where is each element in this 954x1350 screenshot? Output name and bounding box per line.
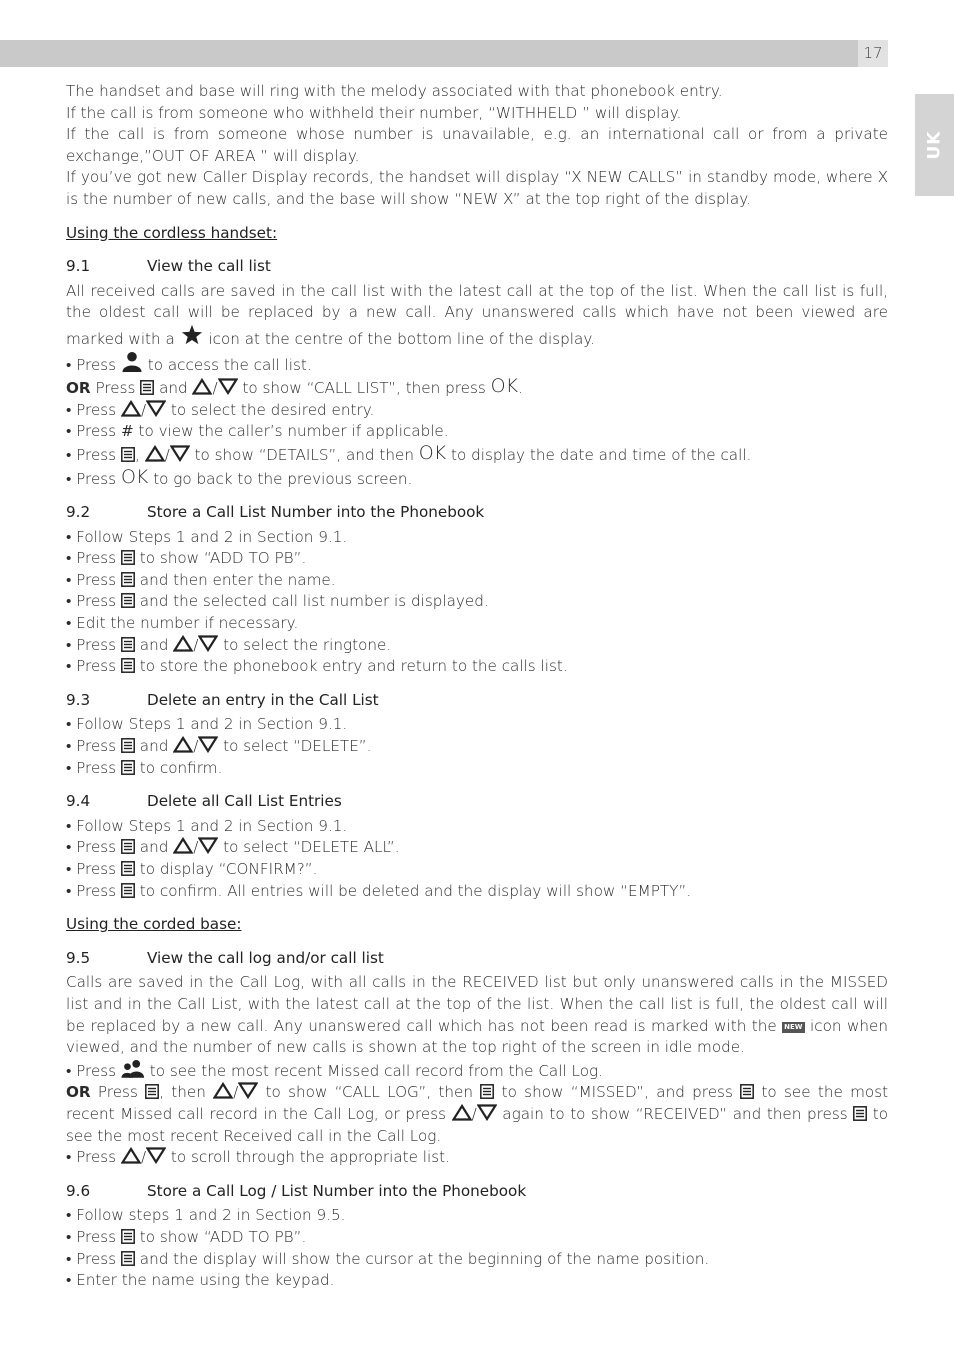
menu-icon	[121, 593, 135, 608]
hash-key: #	[120, 422, 134, 441]
text: to view the caller’s number if applicable.	[138, 422, 449, 441]
ok-key: OK	[418, 441, 447, 464]
text: and then enter the name.	[139, 570, 336, 589]
text: to display “CONFIRM?”.	[139, 860, 318, 878]
header-bar	[0, 40, 858, 67]
text: to see the most recent Received call in the Call Log.	[66, 1104, 889, 1145]
text: to confirm.	[139, 758, 223, 777]
text: • Press	[66, 881, 117, 900]
section-number: 9.4	[66, 792, 91, 811]
up-icon	[173, 635, 193, 652]
list-item: • Follow Steps 1 and 2 in Section 9.1.	[66, 715, 348, 734]
text: • Press	[66, 445, 117, 464]
menu-icon	[121, 1251, 135, 1266]
text: • Press	[66, 1148, 117, 1167]
up-icon	[173, 837, 193, 854]
menu-icon	[140, 380, 154, 395]
list-item	[66, 1227, 888, 1249]
paragraph	[66, 281, 888, 351]
list-item: • Press and / to select the ringtone.	[66, 635, 392, 654]
page-content	[66, 81, 888, 1292]
section-title: Store a Call List Number into the Phonebook	[147, 503, 485, 522]
list-item: • Follow Steps 1 and 2 in Section 9.1.	[66, 527, 348, 546]
menu-icon	[121, 760, 135, 775]
menu-icon	[121, 1229, 135, 1244]
text: and	[139, 838, 169, 857]
text: to select the desired entry.	[170, 400, 375, 419]
base-heading: Using the corded base:	[66, 915, 242, 934]
text: and	[139, 635, 169, 654]
text: • Press	[66, 570, 117, 589]
section-number: 9.5	[66, 948, 91, 967]
down-icon	[218, 378, 238, 395]
list-item	[66, 548, 888, 570]
text: All received calls are saved in the call list with the latest call at the top of the list. When the call list is full, the oldest call will be replaced by a new call. Any unanswered calls which have not been viewed are marked with a	[66, 281, 888, 348]
up-icon	[145, 445, 165, 462]
list-item	[66, 570, 888, 592]
text: to show “DETAILS”, and then	[194, 445, 414, 464]
list-item: • Follow Steps 1 and 2 in Section 9.1.	[66, 816, 348, 835]
list-item: • Press / to scroll through the appropriate list.	[66, 1148, 450, 1167]
text: • Press	[66, 1227, 117, 1246]
text: • Press	[66, 635, 117, 654]
list-item: • Press and / to select “DELETE”.	[66, 737, 372, 756]
section-heading-9-2	[66, 502, 888, 524]
menu-icon	[480, 1084, 494, 1099]
list-item	[66, 859, 888, 881]
text: to show “ADD TO PB”.	[139, 1227, 307, 1246]
list-item: • Enter the name using the keypad.	[66, 1271, 335, 1290]
new-icon: NEW	[784, 1022, 803, 1031]
down-icon	[170, 445, 190, 462]
menu-icon	[121, 447, 135, 462]
list-item: • Press / to select the desired entry.	[66, 400, 375, 419]
text: • Press	[66, 758, 117, 777]
ok-key: OK	[120, 465, 149, 488]
section-heading-9-4	[66, 791, 888, 813]
list-item	[66, 591, 888, 613]
list-item	[66, 421, 888, 443]
text: to access the call list.	[147, 355, 312, 374]
list-item: • Press and / to select “DELETE ALL”.	[66, 838, 400, 857]
text: • Press	[66, 400, 117, 419]
list-item: • Press , / to show “DETAILS”, and then OK to display the date and time of the call.	[66, 441, 752, 464]
list-item: OR Press , then / to show “CALL LOG”, then to show “MISSED”, and press to see the most recent Missed call record in the Call Log, or press / again to to show “RECEIVED” and then press to see the most recent Received call in the Call Log.	[66, 1083, 889, 1145]
list-item: • Edit the number if necessary.	[66, 614, 299, 633]
text: Press	[97, 1083, 138, 1102]
text: icon at the centre of the bottom line of the display.	[208, 329, 595, 348]
menu-icon	[740, 1084, 754, 1099]
menu-icon	[121, 738, 135, 753]
menu-icon	[145, 1084, 159, 1099]
text: .	[518, 379, 523, 398]
list-item: • Follow steps 1 and 2 in Section 9.5.	[66, 1206, 346, 1225]
menu-icon	[121, 883, 135, 898]
menu-icon	[121, 550, 135, 565]
text: • Press	[66, 549, 117, 568]
menu-icon	[121, 861, 135, 876]
intro-line: If the call is from someone who withheld their number, “WITHHELD ” will display.	[66, 103, 682, 122]
text: to see the most recent Missed call record from the Call Log.	[149, 1061, 603, 1080]
text: to select “DELETE”.	[223, 737, 372, 756]
list-item	[66, 656, 888, 678]
menu-icon	[121, 658, 135, 673]
up-icon	[173, 736, 193, 753]
intro-line: The handset and base will ring with the melody associated with that phonebook entry.	[66, 82, 723, 100]
text: and the selected call list number is displayed.	[139, 592, 489, 611]
text: • Press	[66, 838, 117, 857]
text: to confirm. All entries will be deleted and the display will show “EMPTY”.	[139, 881, 692, 900]
section-title: View the call log and/or call list	[147, 948, 384, 967]
text: • Press	[66, 1061, 117, 1080]
text: and	[159, 379, 188, 398]
section-heading-9-1	[66, 256, 888, 278]
text: icon when viewed, and the number of new calls is shown at the top right of the screen in idle mode.	[66, 1016, 888, 1057]
up-icon	[121, 1147, 141, 1164]
text: • Press	[66, 355, 117, 374]
text: to show “CALL LOG”, then	[265, 1083, 474, 1102]
text: to select the ringtone.	[223, 635, 392, 654]
list-item	[66, 1249, 888, 1271]
or-label: OR	[66, 1083, 91, 1102]
section-number: 9.3	[66, 690, 91, 709]
text: ,	[134, 445, 140, 464]
text: Calls are saved in the Call Log, with all calls in the RECEIVED list but only unanswered calls in the MISSED list and in the Call List, with the latest call at the top of the list. When the call list is full, the oldest call will be replaced by a new call. Any unanswered call which has not been read is marked with the	[66, 973, 888, 1035]
section-number: 9.1	[66, 257, 91, 276]
menu-icon	[121, 839, 135, 854]
list-item	[66, 881, 888, 903]
person-icon	[121, 351, 143, 372]
list-item: OR Press and / to show “CALL LIST”, then press OK.	[66, 375, 523, 398]
menu-icon	[121, 637, 135, 652]
down-icon	[198, 736, 218, 753]
star-icon	[180, 324, 204, 346]
section-heading-9-3	[66, 690, 888, 712]
text: • Press	[66, 657, 117, 676]
down-icon	[146, 1147, 166, 1164]
text: to see the most recent Missed call record in the Call Log, or press	[66, 1083, 889, 1123]
section-number: 9.6	[66, 1181, 91, 1200]
list-item	[66, 758, 888, 780]
text: to show “CALL LIST”, then press	[242, 379, 486, 398]
ok-key: OK	[490, 375, 519, 398]
text: and	[139, 737, 169, 756]
text: to select “DELETE ALL”.	[223, 838, 400, 857]
text: to store the phonebook entry and return to the calls list.	[139, 657, 568, 676]
text: • Press	[66, 1249, 117, 1268]
up-icon	[213, 1082, 233, 1099]
intro-line: If the call is from someone whose number is unavailable, e.g. an international call or from a private exchange,”OUT OF AREA ” will display.	[66, 125, 888, 165]
language-tab-label: UK	[924, 130, 945, 160]
down-icon	[198, 635, 218, 652]
section-title: Delete all Call List Entries	[147, 792, 342, 811]
text: to show “MISSED”, and press	[501, 1083, 733, 1102]
section-number: 9.2	[66, 503, 91, 522]
handset-heading: Using the cordless handset:	[66, 223, 278, 242]
section-heading-9-5	[66, 948, 888, 970]
text: • Press	[66, 592, 117, 611]
text: Press	[95, 379, 136, 398]
list-item	[66, 1059, 888, 1083]
paragraph	[66, 972, 888, 1058]
section-title: Store a Call Log / List Number into the Phonebook	[147, 1181, 527, 1200]
text: • Press	[66, 469, 117, 488]
language-tab	[915, 94, 954, 196]
text: again to to show “RECEIVED” and then press	[502, 1104, 848, 1123]
up-icon	[452, 1104, 472, 1121]
section-title: Delete an entry in the Call List	[147, 690, 379, 709]
text: to display the date and time of the call.	[451, 445, 752, 464]
text: to go back to the previous screen.	[153, 469, 413, 488]
text: , then	[159, 1083, 206, 1102]
down-icon	[477, 1104, 497, 1121]
section-title: View the call list	[147, 257, 271, 276]
down-icon	[146, 400, 166, 417]
menu-icon	[121, 572, 135, 587]
up-icon	[192, 378, 212, 395]
text: • Press	[66, 860, 117, 878]
list-item	[66, 467, 888, 491]
down-icon	[198, 837, 218, 854]
text: and the display will show the cursor at the beginning of the name position.	[139, 1249, 710, 1268]
down-icon	[238, 1082, 258, 1099]
up-icon	[121, 400, 141, 417]
page-number: 17	[858, 40, 888, 67]
text: to scroll through the appropriate list.	[170, 1148, 450, 1167]
text: • Press	[66, 737, 117, 756]
list-item	[66, 351, 888, 377]
text: • Press	[66, 422, 117, 441]
intro-line: If you’ve got new Caller Display records, the handset will display “X NEW CALLS” in standby mode, where X is the number of new calls, and the base will show “NEW X” at the top right of the display.	[66, 168, 888, 208]
or-label: OR	[66, 379, 91, 398]
menu-icon	[853, 1106, 867, 1121]
people-icon	[121, 1059, 145, 1078]
text: to show “ADD TO PB”.	[139, 549, 307, 568]
section-heading-9-6	[66, 1181, 888, 1203]
